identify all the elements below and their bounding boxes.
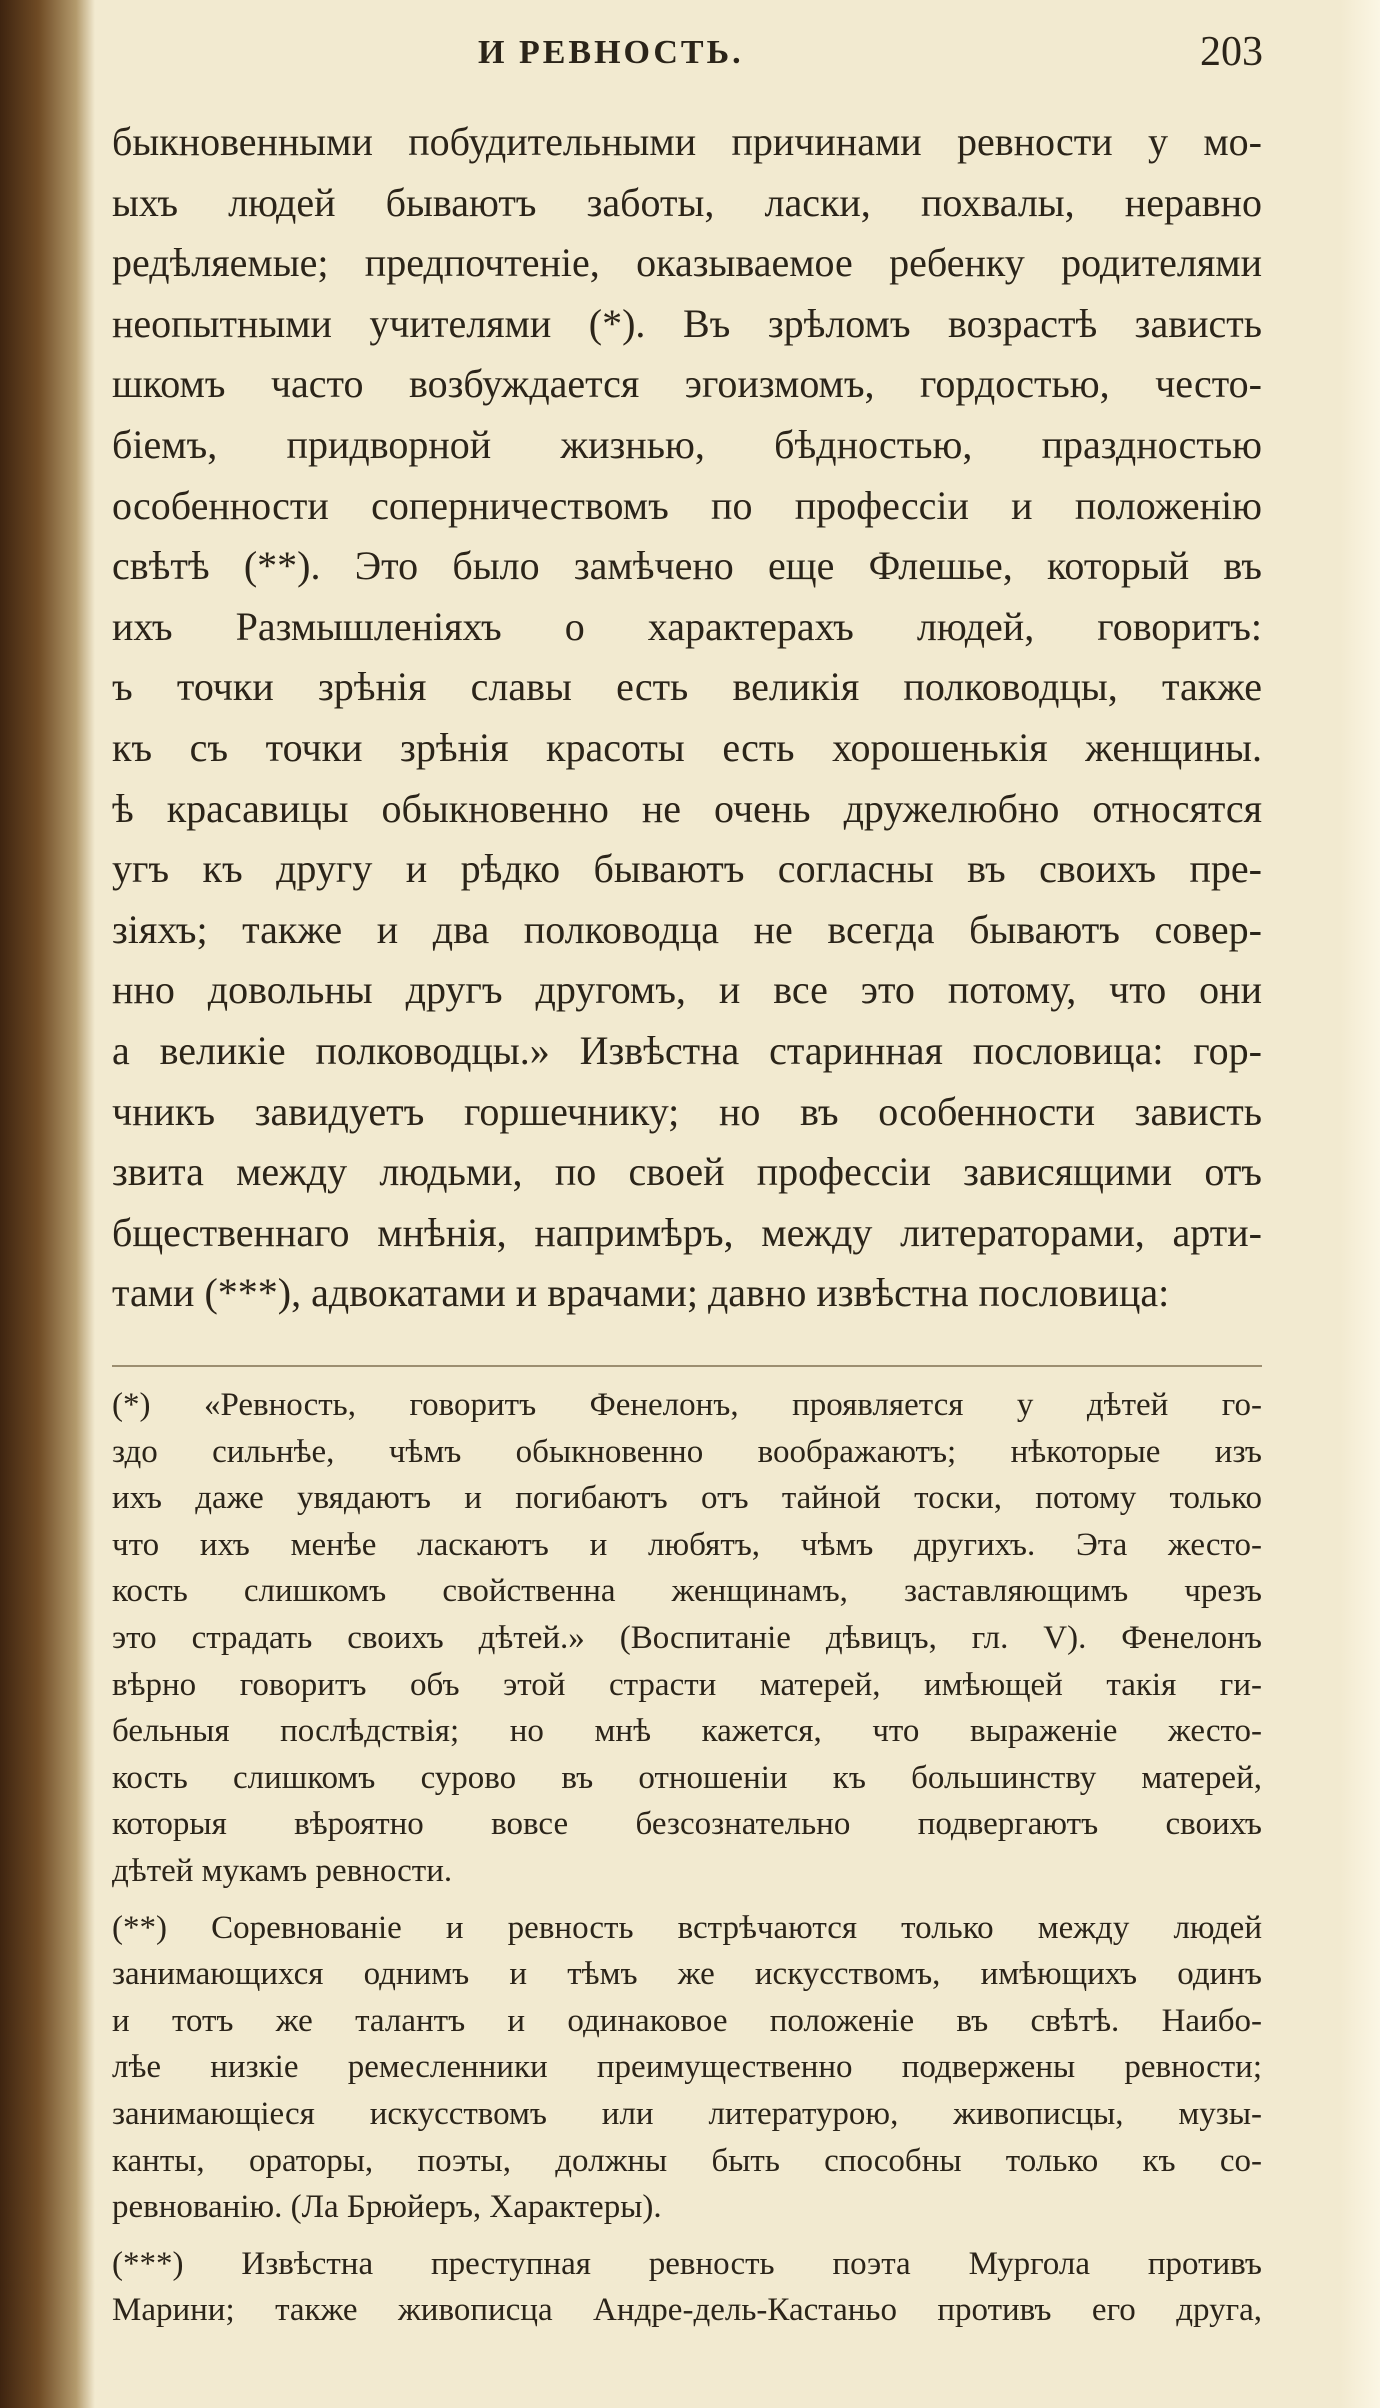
footnote-divider xyxy=(112,1365,1262,1367)
text-line: угъ къ другу и рѣдко бываютъ согласны въ своихъ пре- xyxy=(112,846,1262,892)
footnote-line: бельныя послѣдствiя; но мнѣ кажется, что выраженiе жесто- xyxy=(112,1713,1262,1750)
text-line: чникъ завидуетъ горшечнику; но въ особенности зависть xyxy=(112,1088,1262,1134)
footnote-line: занимающiеся искусствомъ или литературою, живописцы, музы- xyxy=(112,2095,1262,2132)
text-line: ѣ красавицы обыкновенно не очень дружелюбно относятся xyxy=(112,785,1262,831)
footnote-line: это страдать своихъ дѣтей.» (Воспитанiе дѣвицъ, гл. V). Фенелонъ xyxy=(112,1619,1262,1656)
text-line: бiемъ, придворной жизнью, бѣдностью, праздностью xyxy=(112,421,1262,467)
footnote-line: Марини; также живописца Андре-дель-Кастаньо противъ его друга, xyxy=(112,2292,1262,2329)
footnote-line: кость слишкомъ свойственна женщинамъ, заставляющимъ чрезъ xyxy=(112,1573,1262,1610)
text-line: зiяхъ; также и два полководца не всегда бываютъ совер- xyxy=(112,906,1262,952)
footnote-line: лѣе низкiе ремесленники преимущественно подвержены ревности; xyxy=(112,2049,1262,2086)
text-line: ихъ Размышленiяхъ о характерахъ людей, говоритъ: xyxy=(112,603,1262,649)
page-number: 203 xyxy=(1200,29,1263,75)
footnote-line: и тотъ же талантъ и одинаковое положенiе въ свѣтѣ. Наибо- xyxy=(112,2002,1262,2039)
text-line: редѣляемые; предпочтенiе, оказываемое ребенку родителями xyxy=(112,240,1262,286)
text-line: къ съ точки зрѣнiя красоты есть хорошенькiя женщины. xyxy=(112,724,1262,770)
running-title: И РЕВНОСТЬ. xyxy=(478,34,744,71)
footnote-line: что ихъ менѣе ласкаютъ и любятъ, чѣмъ другихъ. Эта жесто- xyxy=(112,1526,1262,1563)
footnotes-section xyxy=(112,1382,1262,2344)
footnote-line: (***) Извѣстна преступная ревность поэта Мурголa противъ xyxy=(112,2245,1262,2282)
footnote-line: дѣтей мукамъ ревности. xyxy=(112,1852,453,1889)
page-edge-highlight xyxy=(1340,0,1380,2408)
footnote-line: ихъ даже увядаютъ и погибаютъ отъ тайной тоски, потому только xyxy=(112,1480,1262,1517)
footnote-line: здо сильнѣе, чѣмъ обыкновенно воображаютъ; нѣкоторые изъ xyxy=(112,1433,1262,1470)
footnote-line: канты, ораторы, поэты, должны быть способны только къ со- xyxy=(112,2142,1262,2179)
text-line: бщественнаго мнѣнiя, напримѣръ, между литераторами, арти- xyxy=(112,1209,1262,1255)
footnote-line: вѣрно говоритъ объ этой страсти матерей, имѣющей такiя ги- xyxy=(112,1666,1262,1703)
footnote-line: которыя вѣроятно вовсе безсознательно подвергаютъ своихъ xyxy=(112,1806,1262,1843)
text-line: звита между людьми, по своей профессiи зависящими отъ xyxy=(112,1149,1262,1195)
text-line: тами (***), адвокатами и врачами; давно извѣстна пословица: xyxy=(112,1270,1170,1316)
footnote xyxy=(112,1905,1262,2231)
text-line: быкновенными побудительными причинами ревности у мо- xyxy=(112,119,1262,164)
text-line: неопытными учителями (*). Въ зрѣломъ возрастѣ зависть xyxy=(112,300,1262,346)
text-line: а великiе полководцы.» Извѣстна старинная пословица: гор- xyxy=(112,1027,1262,1073)
main-text-body xyxy=(112,112,1262,1324)
page-edge-shadow xyxy=(0,0,95,2408)
footnote-line: занимающихся однимъ и тѣмъ же искусствомъ, имѣющихъ одинъ xyxy=(112,1956,1262,1993)
text-line: нно довольны другъ другомъ, и все это потому, что они xyxy=(112,967,1262,1013)
footnote-line: (**) Соревнованiе и ревность встрѣчаются только между людей xyxy=(112,1909,1262,1946)
footnote-line: кость слишкомъ сурово въ отношенiи къ большинству матерей, xyxy=(112,1759,1262,1796)
page-header xyxy=(0,28,1380,88)
text-line: ъ точки зрѣнiя славы есть великiя полководцы, также xyxy=(112,664,1262,710)
text-line: особенности соперничествомъ по профессiи и положенiю xyxy=(112,482,1262,528)
footnote-line: (*) «Ревность, говоритъ Фенелонъ, проявляется у дѣтей го- xyxy=(112,1387,1262,1423)
text-line: ыхъ людей бываютъ заботы, ласки, похвалы, неравно xyxy=(112,179,1262,225)
text-line: свѣтѣ (**). Это было замѣчено еще Флешье, который въ xyxy=(112,543,1262,589)
footnote-line: ревнованiю. (Ла Брюйеръ, Характеры). xyxy=(112,2189,662,2226)
text-line: шкомъ часто возбуждается эгоизмомъ, гордостью, често- xyxy=(112,361,1262,407)
footnote xyxy=(112,1382,1262,1895)
footnote xyxy=(112,2241,1262,2334)
